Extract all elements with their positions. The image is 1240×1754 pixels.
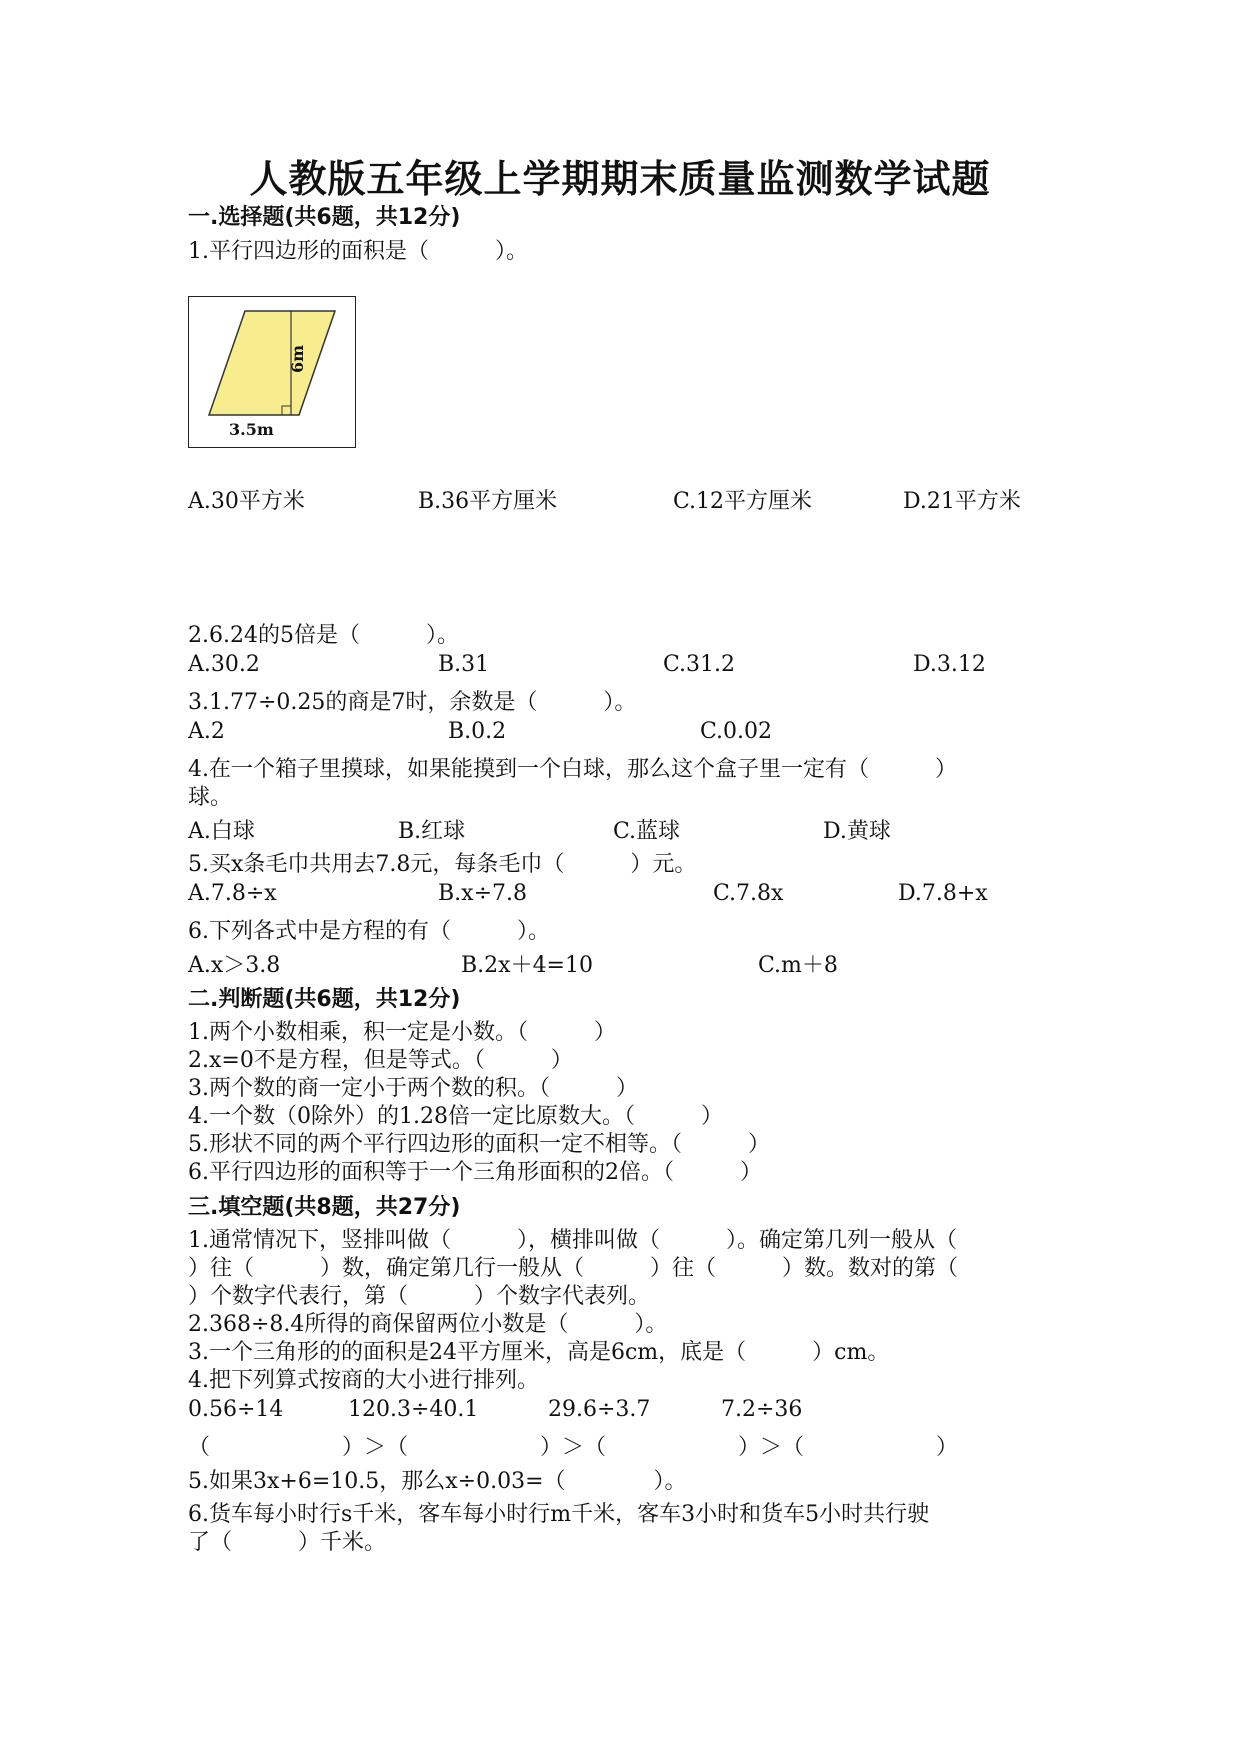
option-b: B.x÷7.8 <box>438 881 527 906</box>
judge-item: 4.一个数（0除外）的1.28倍一定比原数大。（ ） <box>188 1104 723 1129</box>
fill-question-cont: ）个数字代表行，第（ ）个数字代表列。 <box>188 1284 651 1309</box>
order-blanks: （ ）＞（ ）＞（ ）＞（ ） <box>188 1435 959 1460</box>
fill-question-cont: 了（ ）千米。 <box>188 1530 387 1555</box>
fill-question: 4.把下列算式按商的大小进行排列。 <box>188 1368 539 1393</box>
fill-question-cont: ）往（ ）数，确定第几行一般从（ ）往（ ）数。数对的第（ <box>188 1256 959 1281</box>
option-c: C.31.2 <box>663 652 736 677</box>
option-c: C.m＋8 <box>758 953 838 978</box>
option-b: B.36平方厘米 <box>418 489 558 514</box>
judge-item: 6.平行四边形的面积等于一个三角形面积的2倍。（ ） <box>188 1160 762 1185</box>
option-a: A.白球 <box>188 819 255 844</box>
base-label: 3.5m <box>229 420 274 439</box>
option-a: A.30.2 <box>188 652 260 677</box>
question-text: 2.6.24的5倍是（ ）。 <box>188 623 459 648</box>
question-text: 6.下列各式中是方程的有（ ）。 <box>188 919 550 944</box>
fill-question: 3.一个三角形的的面积是24平方厘米，高是6cm，底是（ ）cm。 <box>188 1340 890 1365</box>
section-heading-fill: 三.填空题(共8题，共27分) <box>188 1195 461 1220</box>
judge-item: 3.两个数的商一定小于两个数的积。（ ） <box>188 1076 638 1101</box>
question-text: 4.在一个箱子里摸球，如果能摸到一个白球，那么这个盒子里一定有（ ） <box>188 757 957 782</box>
option-c: C.7.8x <box>713 881 784 906</box>
question-text-cont: 球。 <box>188 785 233 810</box>
judge-item: 5.形状不同的两个平行四边形的面积一定不相等。（ ） <box>188 1132 770 1157</box>
fill-question: 5.如果3x+6=10.5，那么x÷0.03=（ ）。 <box>188 1469 687 1494</box>
judge-item: 1.两个小数相乘，积一定是小数。（ ） <box>188 1020 616 1045</box>
option-d: D.7.8+x <box>898 881 988 906</box>
parallelogram-figure <box>188 296 356 448</box>
option-b: B.2x＋4=10 <box>461 953 593 978</box>
fill-question: 2.368÷8.4所得的商保留两位小数是（ ）。 <box>188 1312 668 1337</box>
section-heading-judge: 二.判断题(共6题，共12分) <box>188 987 461 1012</box>
option-a: A.x＞3.8 <box>188 953 281 978</box>
question-text: 5.买x条毛巾共用去7.8元，每条毛巾（ ）元。 <box>188 852 697 877</box>
question-text: 1.平行四边形的面积是（ ）。 <box>188 239 528 264</box>
option-d: D.21平方米 <box>903 489 1021 514</box>
fill-question: 1.通常情况下，竖排叫做（ ），横排叫做（ ）。确定第几列一般从（ <box>188 1228 957 1253</box>
option-a: A.2 <box>188 719 225 744</box>
question-text: 3.1.77÷0.25的商是7时，余数是（ ）。 <box>188 690 637 715</box>
page-title: 人教版五年级上学期期末质量监测数学试题 <box>249 157 991 201</box>
option-d: D.3.12 <box>913 652 986 677</box>
expression: 29.6÷3.7 <box>548 1397 651 1422</box>
option-b: B.31 <box>438 652 490 677</box>
option-a: A.7.8÷x <box>188 881 277 906</box>
option-a: A.30平方米 <box>188 489 305 514</box>
option-b: B.红球 <box>398 819 466 844</box>
option-c: C.蓝球 <box>613 819 681 844</box>
option-b: B.0.2 <box>448 719 507 744</box>
expression: 120.3÷40.1 <box>348 1397 479 1422</box>
height-label: 6m <box>288 344 307 373</box>
section-heading-choice: 一.选择题(共6题，共12分) <box>188 205 461 230</box>
judge-item: 2.x=0不是方程，但是等式。（ ） <box>188 1048 573 1073</box>
option-c: C.0.02 <box>700 719 773 744</box>
option-c: C.12平方厘米 <box>673 489 813 514</box>
fill-question: 6.货车每小时行s千米，客车每小时行m千米，客车3小时和货车5小时共行驶 <box>188 1502 930 1527</box>
expression: 0.56÷14 <box>188 1397 284 1422</box>
option-d: D.黄球 <box>823 819 891 844</box>
expression: 7.2÷36 <box>721 1397 803 1422</box>
